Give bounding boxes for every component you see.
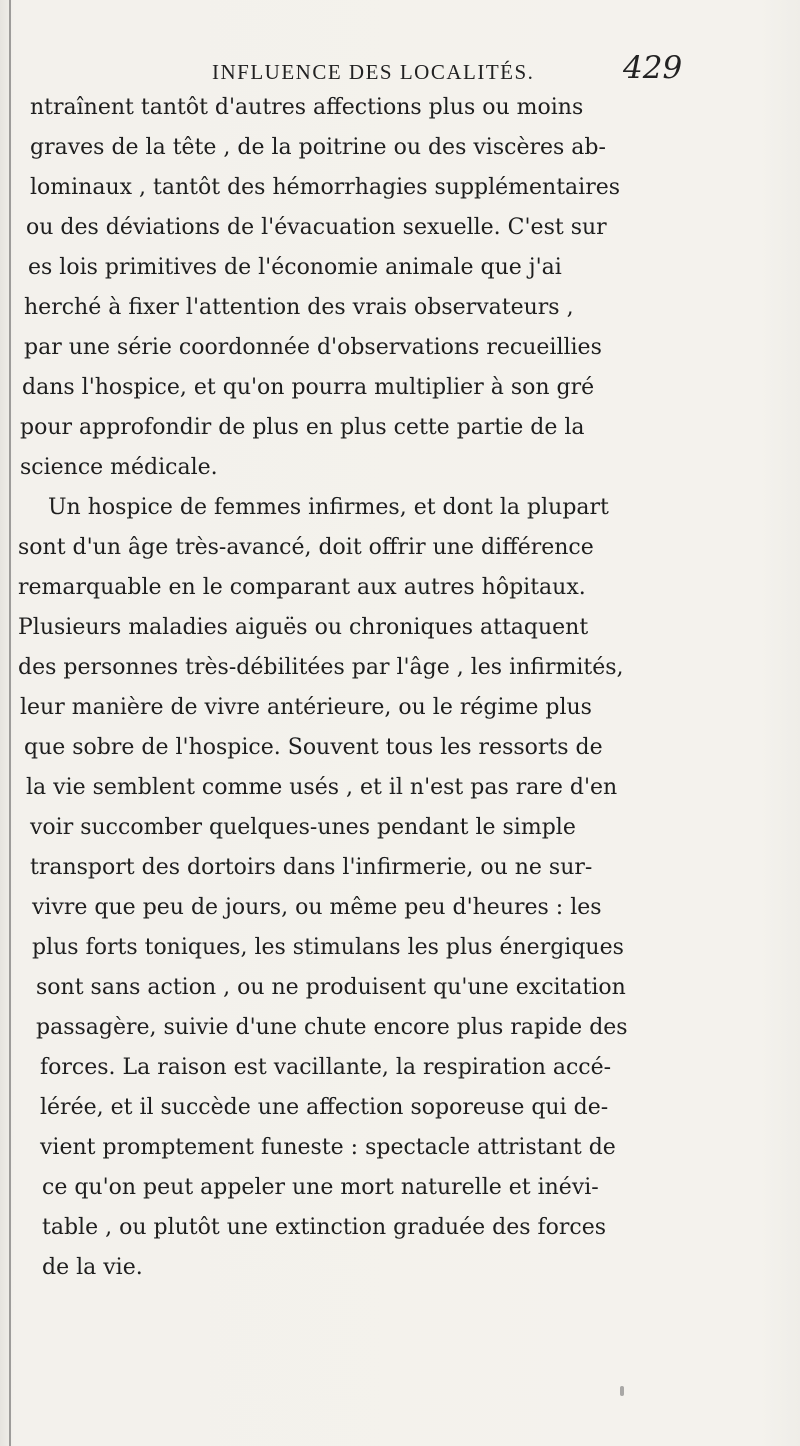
text-line: table , ou plutôt une extinction graduée des forces	[42, 1215, 607, 1240]
text-line: es lois primitives de l'économie animale que j'ai	[28, 255, 562, 280]
text-line: leur manière de vivre antérieure, ou le régime plus	[20, 695, 592, 720]
text-line: sont sans action , ou ne produisent qu'une excitation	[36, 975, 626, 1000]
text-line: des personnes très-débilitées par l'âge , les infirmités,	[18, 655, 624, 680]
text-line: sont d'un âge très-avancé, doit offrir une différence	[18, 535, 594, 560]
text-line: lominaux , tantôt des hémorrhagies supplémentaires	[30, 175, 621, 200]
text-line: que sobre de l'hospice. Souvent tous les ressorts de	[24, 735, 603, 760]
text-line: plus forts toniques, les stimulans les plus énergiques	[32, 935, 624, 960]
text-line: vient promptement funeste : spectacle attristant de	[40, 1135, 616, 1160]
text-line: vivre que peu de jours, ou même peu d'heures : les	[32, 895, 602, 920]
text-line: herché à fixer l'attention des vrais observateurs ,	[24, 295, 574, 320]
text-line: remarquable en le comparant aux autres hôpitaux.	[18, 575, 586, 600]
text-line: transport des dortoirs dans l'infirmerie, ou ne sur-	[30, 855, 593, 880]
text-line: lérée, et il succède une affection soporeuse qui de-	[40, 1095, 609, 1120]
text-line: pour approfondir de plus en plus cette partie de la	[20, 415, 585, 440]
text-line: forces. La raison est vacillante, la respiration accé-	[40, 1055, 612, 1080]
text-line: graves de la tête , de la poitrine ou des viscères ab-	[30, 135, 606, 160]
text-line: dans l'hospice, et qu'on pourra multiplier à son gré	[22, 375, 595, 400]
ink-speck	[620, 1386, 624, 1396]
text-line: voir succomber quelques-unes pendant le simple	[30, 815, 576, 840]
text-line: par une série coordonnée d'observations recueillies	[24, 335, 602, 360]
text-line: la vie semblent comme usés , et il n'est pas rare d'en	[26, 775, 618, 800]
text-line: ou des déviations de l'évacuation sexuelle. C'est sur	[26, 215, 607, 240]
page-number: 429	[623, 50, 683, 86]
text-line: Plusieurs maladies aiguës ou chroniques attaquent	[18, 615, 589, 640]
text-line: ce qu'on peut appeler une mort naturelle et inévi-	[42, 1175, 599, 1200]
text-line: science médicale.	[20, 455, 218, 480]
text-line: Un hospice de femmes infirmes, et dont la plupart	[48, 495, 609, 520]
text-line: passagère, suivie d'une chute encore plus rapide des	[36, 1015, 628, 1040]
text-line: ntraînent tantôt d'autres affections plus ou moins	[30, 95, 584, 120]
running-head: INFLUENCE DES LOCALITÉS.	[212, 60, 535, 84]
text-line: de la vie.	[42, 1255, 143, 1280]
